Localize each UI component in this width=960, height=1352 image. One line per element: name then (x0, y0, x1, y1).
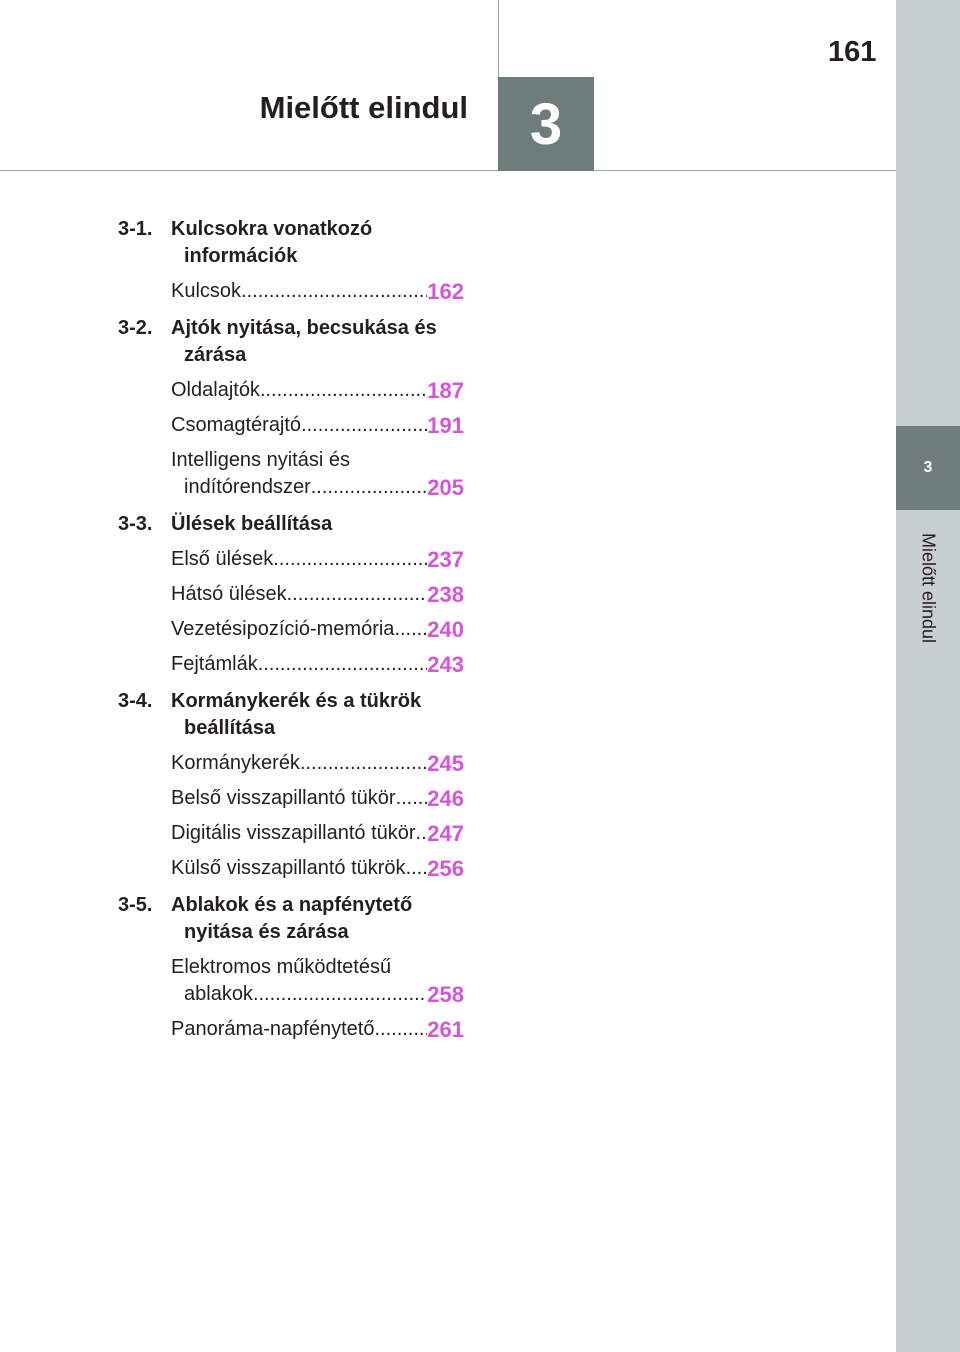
toc-section-title: Ülések beállítása (171, 513, 333, 535)
side-chapter-label: Mielőtt elindul (918, 532, 939, 644)
toc-entry[interactable] (171, 1016, 464, 1043)
chapter-number-box: 3 (498, 77, 594, 171)
toc-entry-page[interactable]: 237 (427, 547, 464, 572)
toc-section (118, 688, 464, 742)
toc-entry-text (171, 855, 427, 882)
toc-entry-label: Elektromos működtetésű ablakok ..... (171, 956, 391, 1005)
chapter-title: Mielőtt elindul (259, 90, 468, 125)
side-index-bar (896, 0, 960, 1352)
toc-entry-label: Kulcsok ..... (171, 280, 241, 302)
toc-entry-page[interactable]: 187 (427, 378, 464, 403)
toc-entry-page[interactable]: 205 (427, 475, 464, 500)
toc-entry-page[interactable]: 258 (427, 982, 464, 1007)
toc-entry[interactable] (171, 546, 464, 573)
toc-entry-page[interactable]: 256 (427, 856, 464, 881)
toc-entry[interactable] (171, 651, 464, 678)
toc-entry-page[interactable]: 243 (427, 652, 464, 677)
toc-section (118, 315, 464, 369)
toc-section-number: 3-1. (118, 218, 153, 240)
toc-entry-text (171, 581, 427, 608)
toc-entry-page[interactable]: 247 (427, 821, 464, 846)
side-chapter-tab[interactable]: 3 (896, 426, 960, 510)
toc-entry-page[interactable]: 245 (427, 751, 464, 776)
toc-entry-label: Hátsó ülések ..... (171, 583, 287, 605)
toc-entry[interactable] (171, 447, 464, 501)
toc-entry-label: Fejtámlák ..... (171, 653, 258, 675)
toc-entry-text (171, 750, 427, 777)
toc-entry-page[interactable]: 238 (427, 582, 464, 607)
header-horizontal-rule (0, 170, 896, 171)
toc-entry-text (171, 616, 427, 643)
toc-entry-page[interactable]: 240 (427, 617, 464, 642)
header-vertical-rule (498, 0, 499, 78)
toc-entry-page[interactable]: 261 (427, 1017, 464, 1042)
toc-entry-label: Vezetésipozíció-memória ..... (171, 618, 394, 640)
toc-entry[interactable] (171, 412, 464, 439)
toc-entry-label: Oldalajtók ..... (171, 379, 260, 401)
toc-entry[interactable] (171, 954, 464, 1008)
table-of-contents (118, 216, 464, 1043)
toc-section-title: Ajtók nyitása, becsukása és zárása (171, 317, 437, 366)
toc-entry[interactable] (171, 750, 464, 777)
toc-entry[interactable] (171, 616, 464, 643)
toc-entry-label: Belső visszapillantó tükör ..... (171, 787, 396, 809)
toc-entry-text (171, 1016, 427, 1043)
toc-entry-text (171, 412, 427, 439)
toc-entry-text (171, 820, 427, 847)
toc-entry[interactable] (171, 377, 464, 404)
toc-entry-label: Digitális visszapillantó tükör ..... (171, 822, 416, 844)
toc-entry-text (171, 546, 427, 573)
toc-entry-label: Intelligens nyitási és indítórendszer ..... (171, 449, 350, 498)
toc-entry-page[interactable]: 191 (427, 413, 464, 438)
toc-entry-text (171, 954, 427, 1008)
toc-entry-text (171, 785, 427, 812)
toc-entry[interactable] (171, 278, 464, 305)
toc-section-title: Kormánykerék és a tükrök beállítása (171, 690, 422, 739)
toc-section-number: 3-2. (118, 317, 153, 339)
toc-section-number: 3-3. (118, 513, 153, 535)
toc-section-number: 3-5. (118, 894, 153, 916)
toc-section (118, 511, 464, 538)
toc-entry-label: Külső visszapillantó tükrök ..... (171, 857, 406, 879)
toc-entry-page[interactable]: 162 (427, 279, 464, 304)
toc-entry-label: Panoráma-napfénytető ..... (171, 1018, 374, 1040)
page-number: 161 (828, 36, 877, 68)
toc-entry[interactable] (171, 785, 464, 812)
toc-entry-text (171, 377, 427, 404)
toc-section (118, 216, 464, 270)
toc-entry-page[interactable]: 246 (427, 786, 464, 811)
toc-section-number: 3-4. (118, 690, 153, 712)
toc-section-title: Ablakok és a napfénytető nyitása és zárása (171, 894, 413, 943)
toc-entry-label: Csomagtérajtó ..... (171, 414, 301, 436)
toc-entry-text (171, 651, 427, 678)
toc-entry-text (171, 278, 427, 305)
toc-entry[interactable] (171, 855, 464, 882)
toc-entry-label: Kormánykerék ..... (171, 752, 300, 774)
toc-entry-text (171, 447, 427, 501)
toc-entry[interactable] (171, 820, 464, 847)
toc-entry[interactable] (171, 581, 464, 608)
toc-section-title: Kulcsokra vonatkozó információk (171, 218, 373, 267)
toc-section (118, 892, 464, 946)
toc-entry-label: Első ülések ..... (171, 548, 273, 570)
